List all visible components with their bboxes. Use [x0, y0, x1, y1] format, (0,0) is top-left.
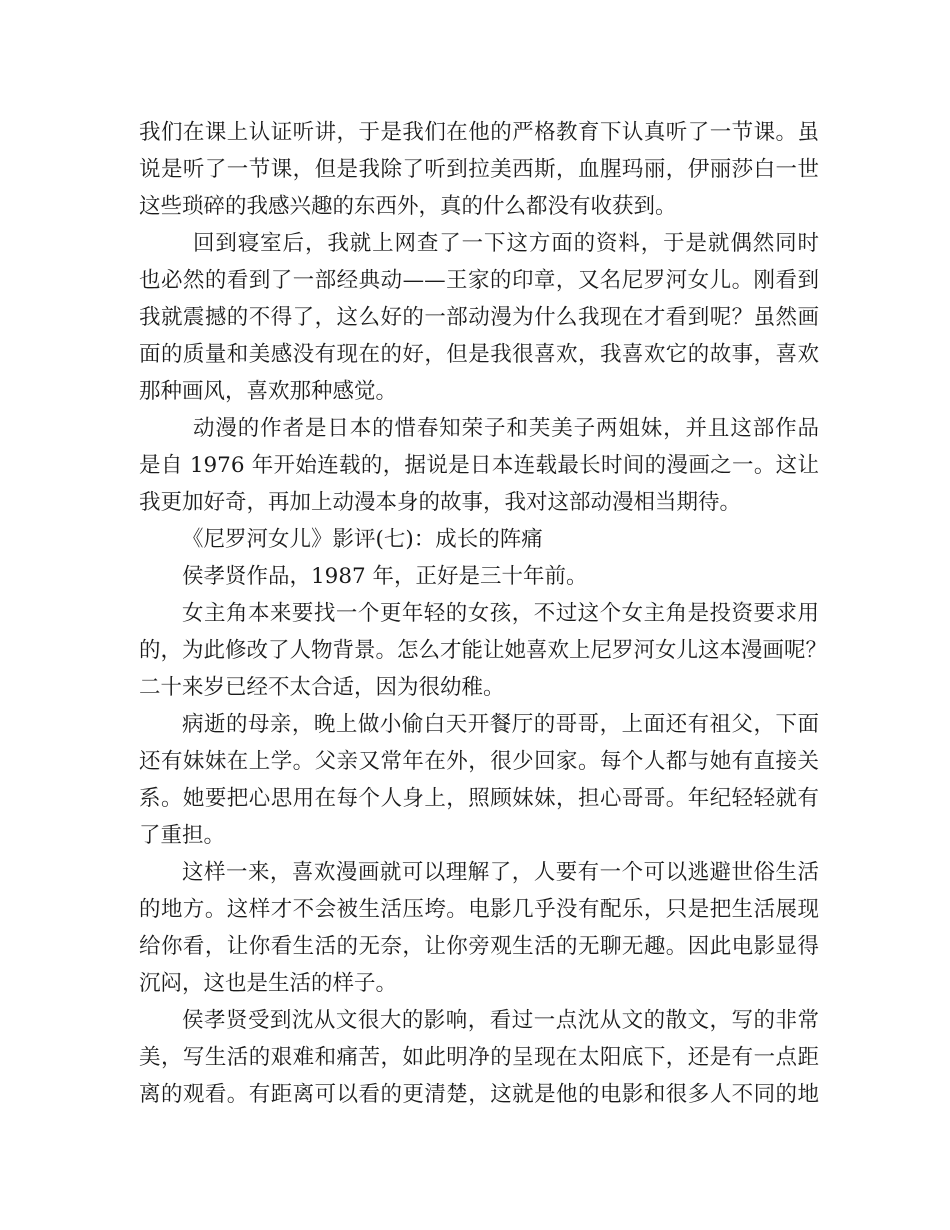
- text-line: 我更加好奇，再加上动漫本身的故事，我对这部动漫相当期待。: [139, 490, 742, 515]
- text-line: 那种画风，喜欢那种感觉。: [139, 379, 398, 404]
- document-body: [139, 114, 828, 1113]
- text-line: 的地方。这样才不会被生活压垮。电影几乎没有配乐，只是把生活展现: [139, 897, 819, 922]
- text-line: 沉闷，这也是生活的样子。: [139, 971, 398, 996]
- text-line: 系。她要把心思用在每个人身上，照顾妹妹，担心哥哥。年纪轻轻就有: [139, 786, 819, 811]
- text-line: 二十来岁已经不太合适，因为很幼稚。: [139, 675, 505, 700]
- section-heading: 《尼罗河女儿》影评(七)：成长的阵痛: [182, 527, 543, 552]
- text-line: 我就震撼的不得了，这么好的一部动漫为什么我现在才看到呢？虽然画: [139, 305, 819, 330]
- text-line: 动漫的作者是日本的惜春知荣子和芙美子两姐妹，并且这部作品: [193, 416, 819, 441]
- text-line: 侯孝贤受到沈从文很大的影响，看过一点沈从文的散文，写的非常: [182, 1008, 819, 1033]
- text-line: 侯孝贤作品，1987 年，正好是三十年前。: [182, 564, 588, 589]
- text-line: 女主角本来要找一个更年轻的女孩，不过这个女主角是投资要求用: [182, 601, 819, 626]
- text-line: 回到寝室后，我就上网查了一下这方面的资料，于是就偶然同时: [193, 231, 819, 256]
- text-line: 离的观看。有距离可以看的更清楚，这就是他的电影和很多人不同的地: [139, 1082, 819, 1107]
- text-line: 是自 1976 年开始连载的，据说是日本连载最长时间的漫画之一。这让: [139, 453, 819, 478]
- text-line: 我们在课上认证听讲，于是我们在他的严格教育下认真听了一节课。虽: [139, 120, 819, 145]
- text-line: 病逝的母亲，晚上做小偷白天开餐厅的哥哥，上面还有祖父，下面: [182, 712, 819, 737]
- text-line: 给你看，让你看生活的无奈，让你旁观生活的无聊无趣。因此电影显得: [139, 934, 819, 959]
- text-line: 还有妹妹在上学。父亲又常年在外，很少回家。每个人都与她有直接关: [139, 749, 819, 774]
- text-line: 美，写生活的艰难和痛苦，如此明净的呈现在太阳底下，还是有一点距: [139, 1045, 819, 1070]
- text-line: 了重担。: [139, 823, 226, 848]
- text-line: 这些琐碎的我感兴趣的东西外，真的什么都没有收获到。: [139, 194, 677, 219]
- text-line: 也必然的看到了一部经典动——王家的印章，又名尼罗河女儿。刚看到: [139, 268, 819, 293]
- text-line: 的，为此修改了人物背景。怎么才能让她喜欢上尼罗河女儿这本漫画呢？: [139, 638, 828, 663]
- text-line: 说是听了一节课，但是我除了听到拉美西斯，血腥玛丽，伊丽莎白一世: [139, 157, 819, 182]
- text-line: 这样一来，喜欢漫画就可以理解了，人要有一个可以逃避世俗生活: [182, 860, 819, 885]
- text-line: 面的质量和美感没有现在的好，但是我很喜欢，我喜欢它的故事，喜欢: [139, 342, 819, 367]
